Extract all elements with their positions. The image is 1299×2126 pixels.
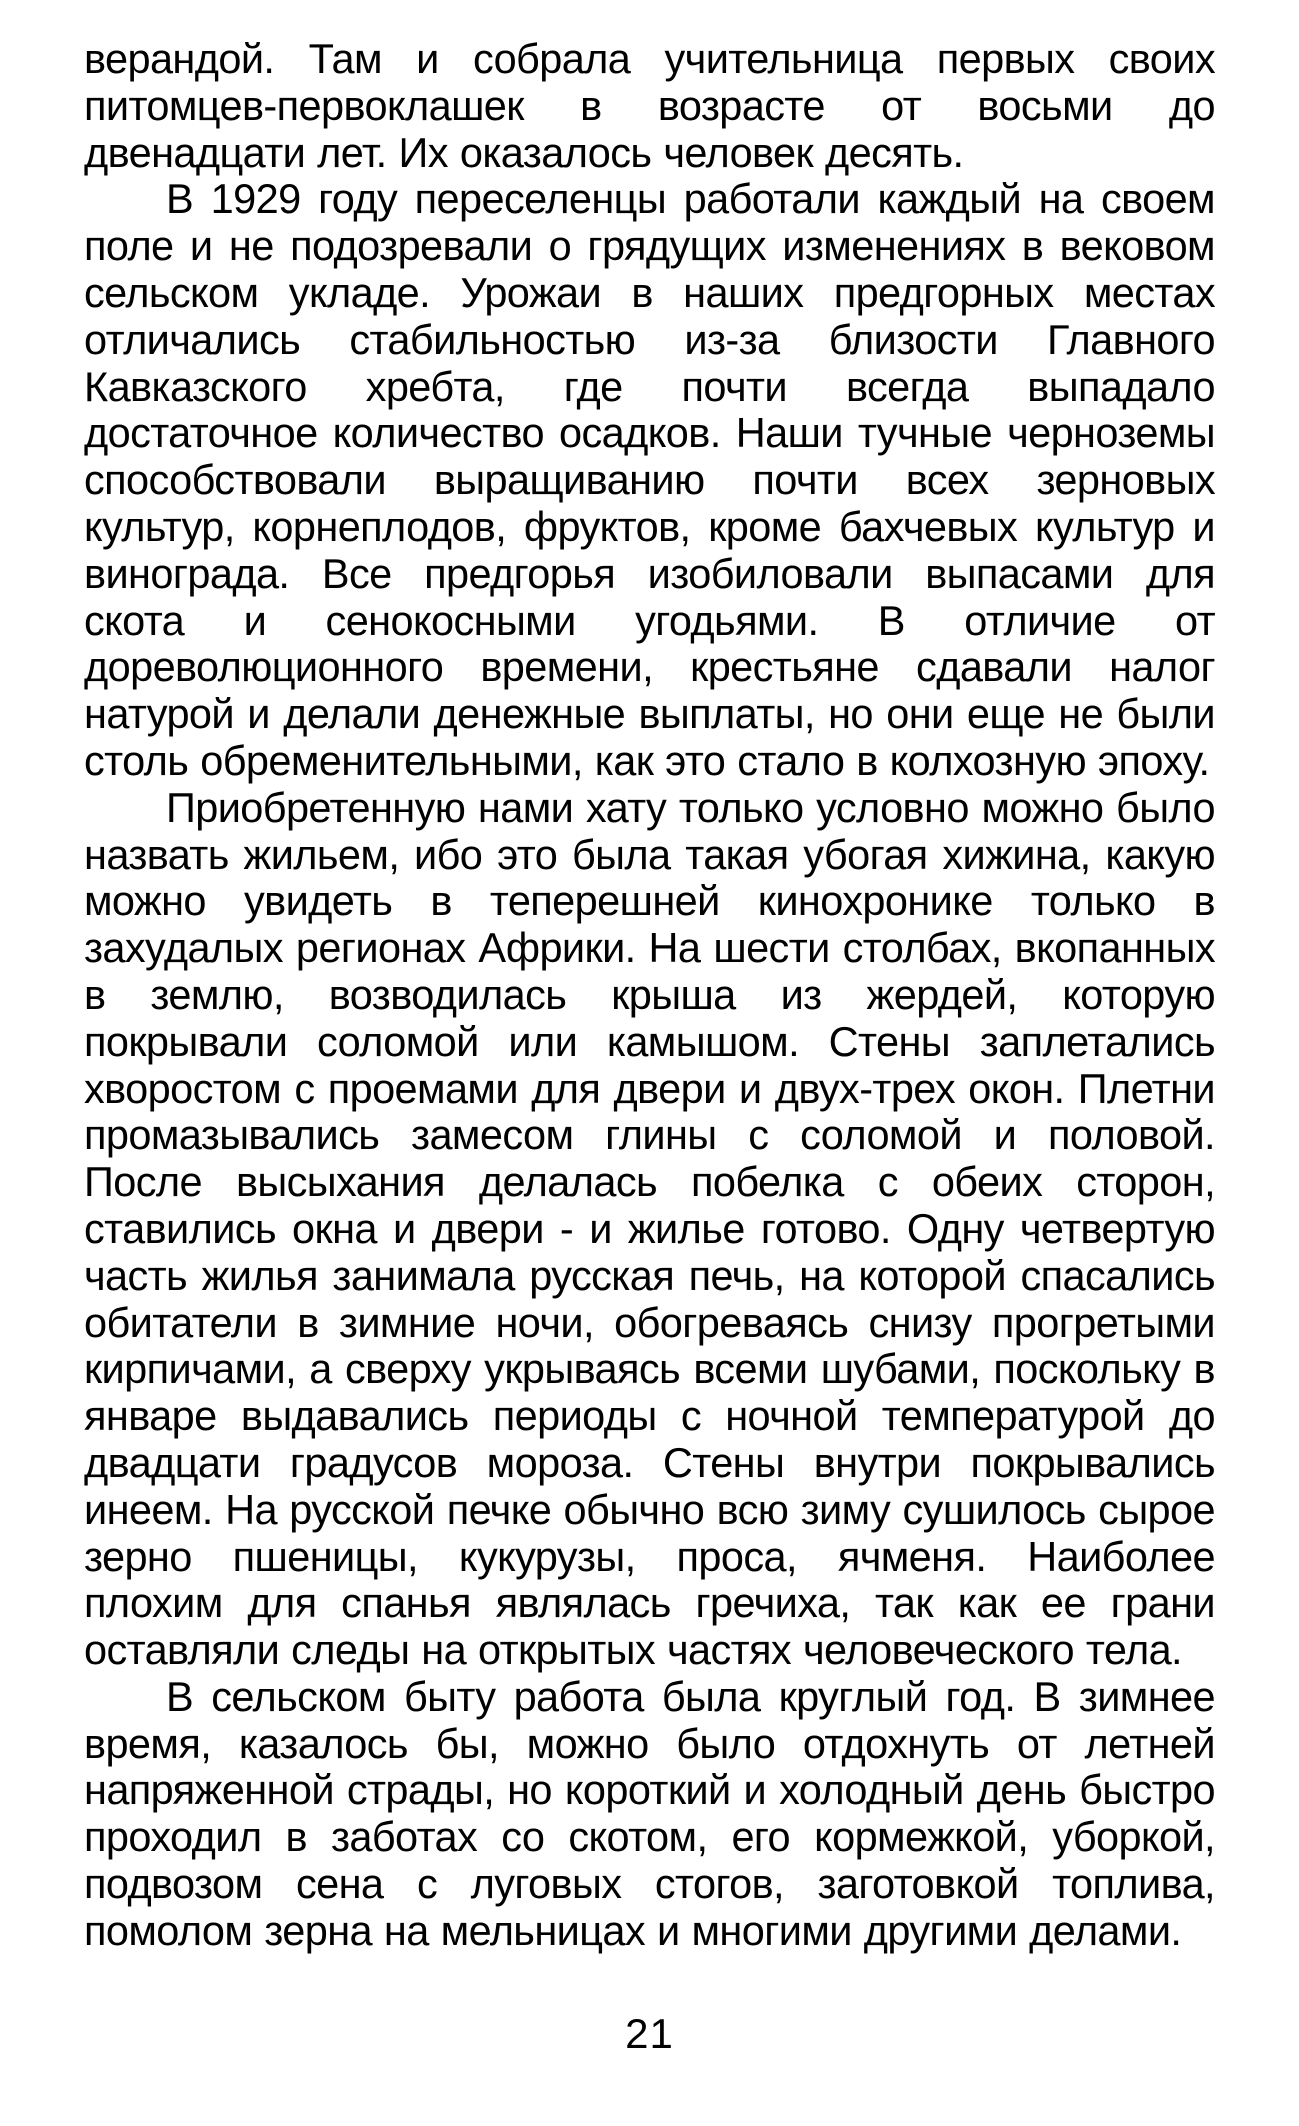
paragraph: В 1929 году переселенцы работали каждый на своем поле и не подозревали о грядущих изменениях в вековом сельском укладе. Урожаи в наших предгорных местах отличались стабильностью из-за близости Главного Кавказского хребта, где почти всегда выпадало достаточное количество осадков. Наши тучные черноземы способствовали выращиванию почти всех зерновых культур, корнеплодов, фруктов, кроме бахчевых культур и винограда. Все предгорья изобиловали выпасами для скота и сенокосными угодьями. В отличие от дореволюционного времени, крестьяне сдавали налог натурой и делали денежные выплаты, но они еще не были столь обременительными, как это стало в колхозную эпоху. xyxy=(84,175,1215,784)
body-text xyxy=(84,36,1215,1955)
paragraph: Приобретенную нами хату только условно можно было назвать жильем, ибо это была такая убогая хижина, какую можно увидеть в теперешней кинохронике только в захудалых регионах Африки. На шести столбах, вкопанных в землю, возводилась крыша из жердей, которую покрывали соломой или камышом. Стены заплетались хворостом с проемами для двери и двух-трех окон. Плетни промазывались замесом глины с соломой и половой. После высыхания делалась побелка с обеих сторон, ставились окна и двери - и жилье готово. Одну четвертую часть жилья занимала русская печь, на которой спасались обитатели в зимние ночи, обогреваясь снизу прогретыми кирпичами, а сверху укрываясь всеми шубами, поскольку в январе выдавались периоды с ночной температурой до двадцати градусов мороза. Стены внутри покрывались инеем. На русской печке обычно всю зиму сушилось сырое зерно пшеницы, кукурузы, проса, ячменя. Наиболее плохим для спанья являлась гречиха, так как ее грани оставляли следы на открытых частях человеческого тела. xyxy=(84,783,1215,1674)
paragraph: верандой. Там и собрала учительница первых своих питомцев-первоклашек в возрасте от восьми до двенадцати лет. Их оказалось человек десять. xyxy=(84,35,1215,176)
paragraph: В сельском быту работа была круглый год. В зимнее время, казалось бы, можно было отдохнуть от летней напряженной страды, но короткий и холодный день быстро проходил в заботах со скотом, его кормежкой, уборкой, подвозом сена с луговых стогов, заготовкой топлива, помолом зерна на мельницах и многими другими делами. xyxy=(84,1672,1215,1954)
page-number: 21 xyxy=(625,2010,674,2057)
